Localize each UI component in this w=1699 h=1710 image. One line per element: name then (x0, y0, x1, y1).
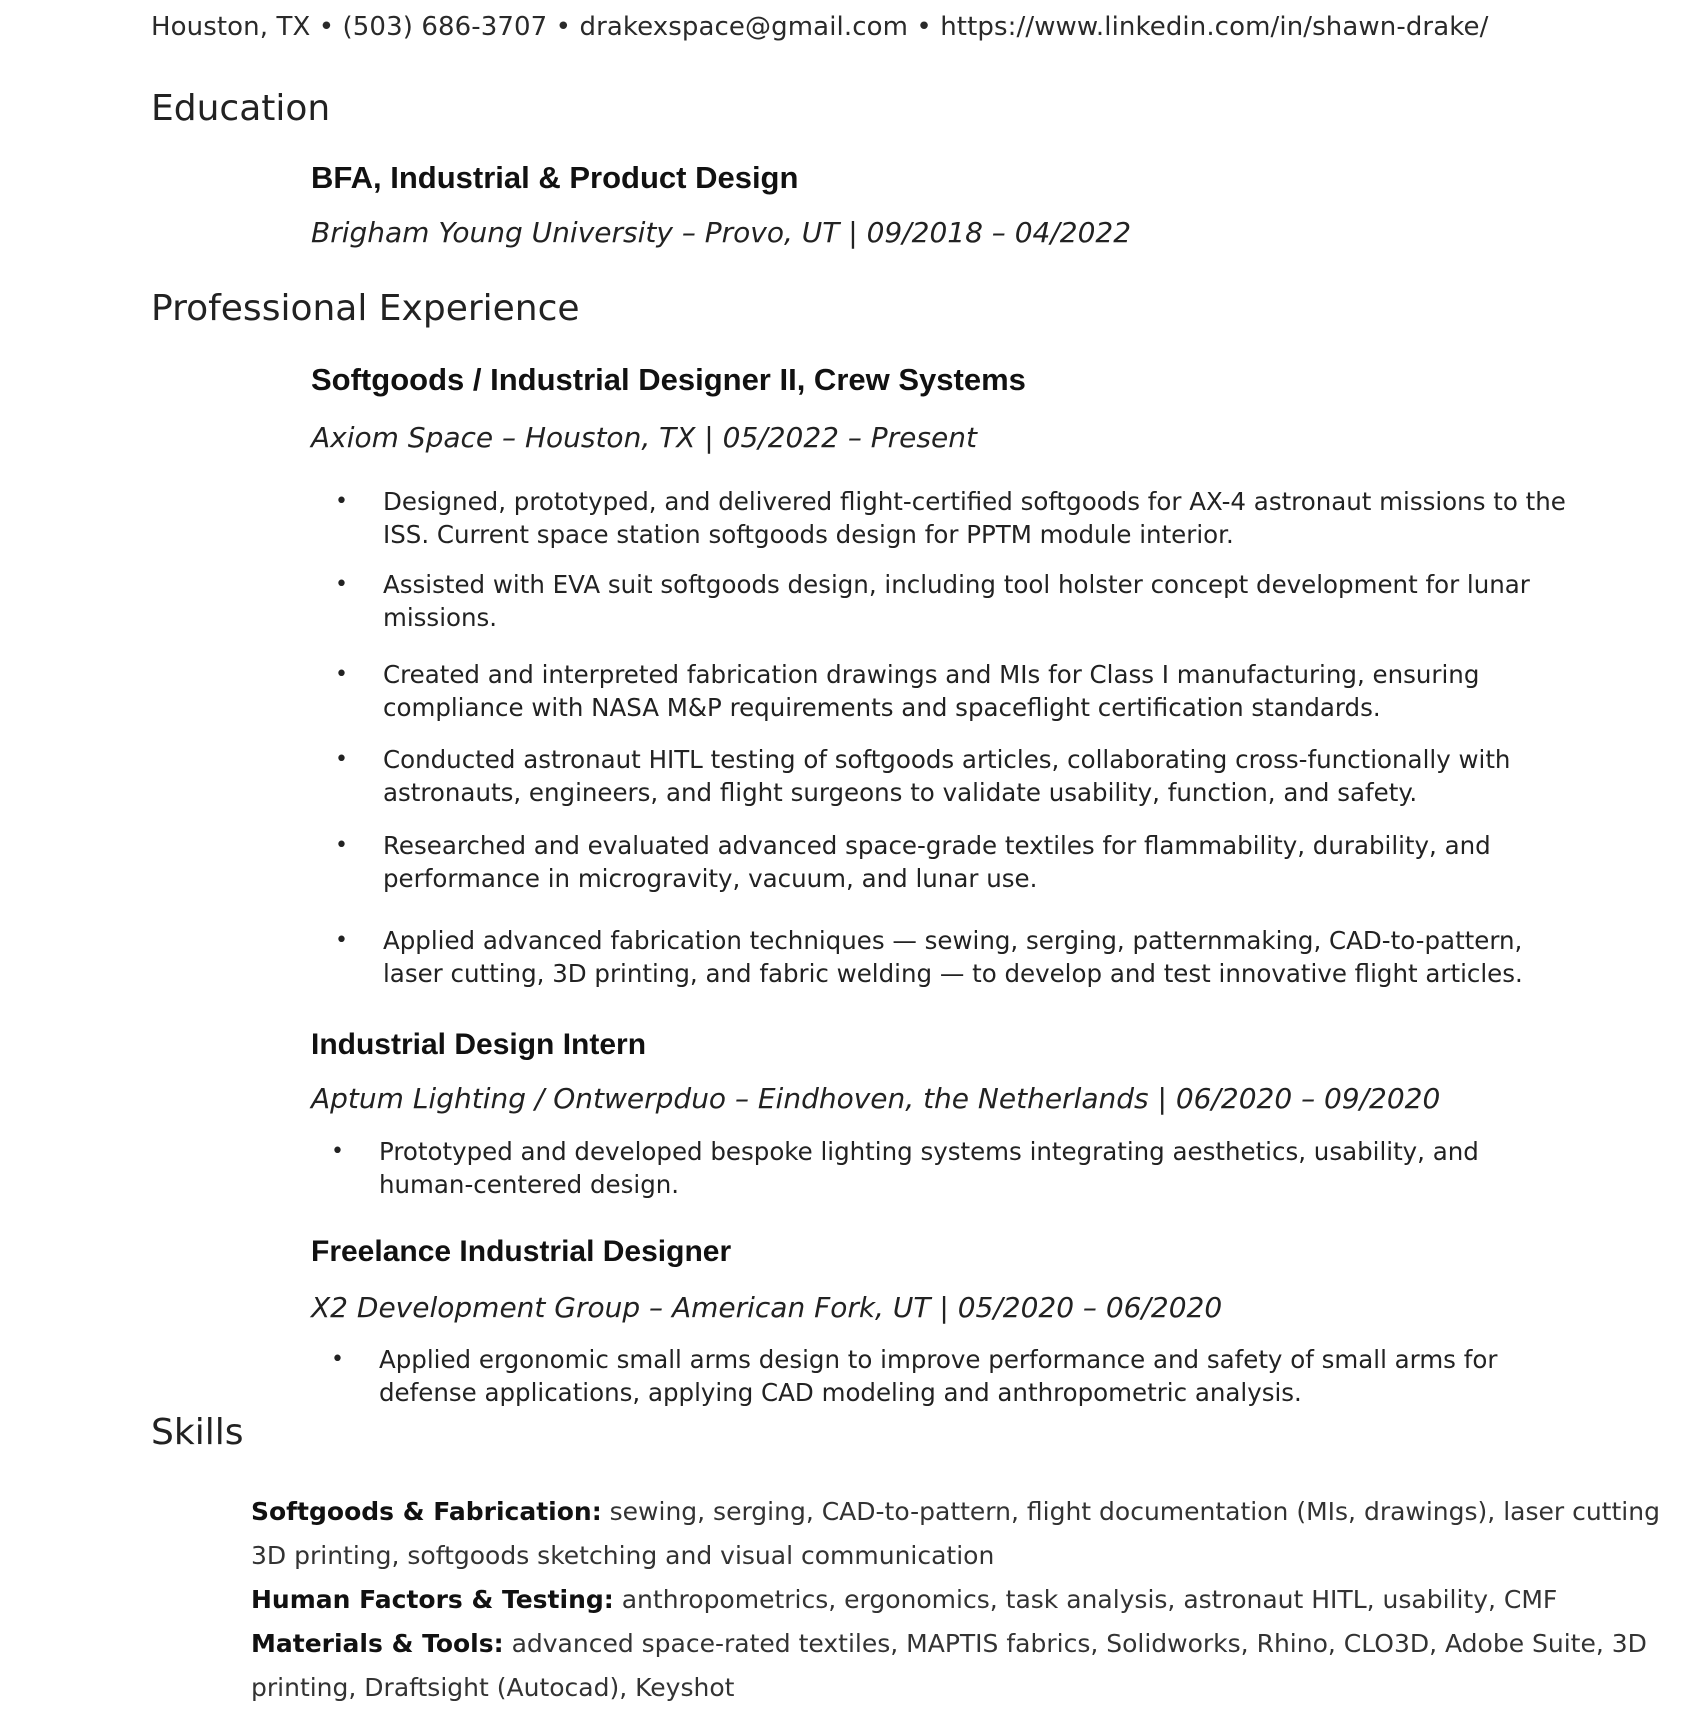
skill-group (251, 1490, 1671, 1578)
bullet-icon: • (335, 747, 348, 772)
bullet-icon: • (335, 662, 348, 687)
list-item-text: Assisted with EVA suit softgoods design, including tool holster concept development for lunar missions. (383, 570, 1530, 632)
list-item-text: Applied advanced fabrication techniques — sewing, serging, patternmaking, CAD-to-pattern, laser cutting, 3D printing, and fabric welding — to develop and test innovative flight articles. (383, 926, 1523, 988)
list-item-text: Researched and evaluated advanced space-grade textiles for flammability, durability, and performance in microgravity, vacuum, and lunar use. (383, 831, 1491, 893)
section-title-skills: Skills (151, 1412, 244, 1453)
list-item-text: Applied ergonomic small arms design to improve performance and safety of small arms for defense applications, applying CAD modeling and anthropometric analysis. (379, 1345, 1498, 1407)
bullet-icon: • (335, 833, 348, 858)
job-org: Axiom Space – Houston, TX | 05/2022 – Present (311, 421, 977, 454)
skill-label: Materials & Tools: (251, 1629, 504, 1658)
skill-text: advanced space-rated textiles, MAPTIS fabrics, Solidworks, Rhino, CLO3D, Adobe Suite, 3D printing, Draftsight (Autocad), Keyshot (251, 1629, 1647, 1702)
list-item (335, 829, 1575, 895)
skill-group (251, 1622, 1671, 1710)
list-item (335, 658, 1575, 724)
bullet-icon: • (335, 489, 348, 514)
bullet-icon: • (335, 572, 348, 597)
list-item-text: Prototyped and developed bespoke lighting systems integrating aesthetics, usability, and human-centered design. (379, 1137, 1479, 1199)
list-item (331, 1135, 1571, 1201)
bullet-icon: • (331, 1139, 344, 1164)
list-item (335, 924, 1575, 990)
list-item (335, 568, 1575, 634)
contact-line: Houston, TX • (503) 686-3707 • drakexspace@gmail.com • https://www.linkedin.com/in/shawn-drake/ (151, 12, 1489, 42)
skill-text: sewing, serging, CAD-to-pattern, flight documentation (MIs, drawings), laser cutting 3D printing, softgoods sketching and visual communication (251, 1497, 1660, 1570)
job-title: Industrial Design Intern (311, 1028, 647, 1061)
bullet-icon: • (331, 1347, 344, 1372)
list-item-text: Conducted astronaut HITL testing of softgoods articles, collaborating cross-functionally with astronauts, engineers, and flight surgeons to validate usability, function, and safety. (383, 745, 1511, 807)
section-title-experience: Professional Experience (151, 288, 580, 329)
skill-label: Softgoods & Fabrication: (251, 1497, 602, 1526)
job-title: Freelance Industrial Designer (311, 1235, 732, 1268)
list-item (335, 485, 1575, 551)
job-title: Softgoods / Industrial Designer II, Crew Systems (311, 362, 1026, 397)
list-item (335, 743, 1575, 809)
job-org: X2 Development Group – American Fork, UT | 05/2020 – 06/2020 (311, 1291, 1223, 1324)
list-item-text: Created and interpreted fabrication drawings and MIs for Class I manufacturing, ensuring compliance with NASA M&P requirements and spaceflight certification standards. (383, 660, 1480, 722)
skill-label: Human Factors & Testing: (251, 1585, 614, 1614)
job-org: Aptum Lighting / Ontwerpduo – Eindhoven, the Netherlands | 06/2020 – 09/2020 (311, 1082, 1441, 1115)
bullet-icon: • (335, 928, 348, 953)
school-line: Brigham Young University – Provo, UT | 09/2018 – 04/2022 (311, 216, 1132, 249)
list-item-text: Designed, prototyped, and delivered flight-certified softgoods for AX-4 astronaut missions to the ISS. Current space station softgoods design for PPTM module interior. (383, 487, 1566, 549)
list-item (331, 1343, 1571, 1409)
section-title-education: Education (151, 88, 331, 129)
skill-group (251, 1578, 1671, 1622)
degree-title: BFA, Industrial & Product Design (311, 160, 799, 195)
skill-text: anthropometrics, ergonomics, task analysis, astronaut HITL, usability, CMF (613, 1585, 1558, 1614)
